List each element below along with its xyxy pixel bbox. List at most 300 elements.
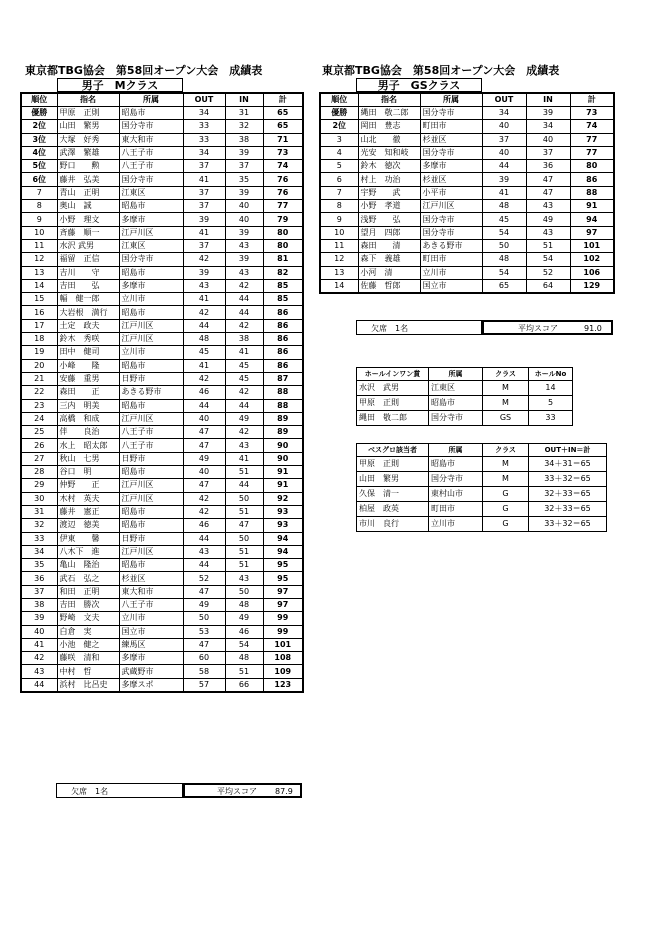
bg-row	[357, 457, 607, 472]
left-in: 50	[225, 585, 263, 598]
left-name: 水上 昭太郎	[57, 439, 119, 452]
left-rank: 7	[21, 186, 57, 199]
left-in: 45	[225, 372, 263, 385]
left-out: 41	[183, 359, 225, 372]
right-row	[320, 213, 614, 226]
left-rank: 14	[21, 279, 57, 292]
right-name: 森田 清	[358, 239, 420, 252]
hio-hole: 33	[529, 411, 573, 426]
right-row	[320, 120, 614, 133]
left-affiliation: 江戸川区	[119, 412, 183, 425]
right-rank: 3	[320, 133, 358, 146]
right-in: 49	[526, 213, 570, 226]
bg-affiliation: 東村山市	[429, 487, 483, 502]
right-total: 129	[570, 279, 614, 293]
left-in: 49	[225, 612, 263, 625]
hio-header-hole: ホールNo	[529, 368, 573, 381]
left-affiliation: 日野市	[119, 452, 183, 465]
right-total: 88	[570, 186, 614, 199]
left-name: 安藤 重男	[57, 372, 119, 385]
left-affiliation: 昭島市	[119, 306, 183, 319]
right-total: 77	[570, 146, 614, 159]
left-rank: 6位	[21, 173, 57, 186]
left-name: 八木下 進	[57, 545, 119, 558]
left-name: 斉藤 順一	[57, 226, 119, 239]
left-affiliation: 立川市	[119, 293, 183, 306]
left-name: 大岩根 満行	[57, 306, 119, 319]
left-in: 47	[225, 519, 263, 532]
left-rank: 27	[21, 452, 57, 465]
left-name: 青山 正明	[57, 186, 119, 199]
left-in: 32	[225, 120, 263, 133]
left-total: 76	[263, 173, 303, 186]
left-rank: 39	[21, 612, 57, 625]
left-name: 武石 弘之	[57, 572, 119, 585]
left-name: 小池 健之	[57, 638, 119, 651]
right-row	[320, 200, 614, 213]
right-out: 41	[482, 186, 526, 199]
left-rank: 41	[21, 638, 57, 651]
right-in: 40	[526, 133, 570, 146]
left-header-rank: 順位	[21, 93, 57, 107]
left-rank: 26	[21, 439, 57, 452]
left-out: 43	[183, 545, 225, 558]
left-affiliation: 江戸川区	[119, 492, 183, 505]
left-rank: 35	[21, 559, 57, 572]
left-affiliation: 国立市	[119, 625, 183, 638]
left-title: 東京都TBG協会 第58回オープン大会 成績表	[25, 64, 263, 77]
left-name: 木村 英夫	[57, 492, 119, 505]
left-row	[21, 346, 303, 359]
left-in: 48	[225, 652, 263, 665]
best-gross-table	[356, 443, 607, 532]
hio-hole: 5	[529, 396, 573, 411]
left-row	[21, 598, 303, 611]
left-out: 57	[183, 678, 225, 692]
left-total: 86	[263, 333, 303, 346]
left-rank: 31	[21, 505, 57, 518]
right-total: 97	[570, 226, 614, 239]
right-out: 34	[482, 107, 526, 120]
left-total: 88	[263, 386, 303, 399]
left-name: 吉川 守	[57, 266, 119, 279]
right-title: 東京都TBG協会 第58回オープン大会 成績表	[322, 64, 560, 77]
hio-affiliation: 昭島市	[429, 396, 483, 411]
left-affiliation: 多摩スポ	[119, 678, 183, 692]
left-total: 86	[263, 346, 303, 359]
left-total: 85	[263, 293, 303, 306]
left-in: 43	[225, 572, 263, 585]
left-total: 86	[263, 319, 303, 332]
left-absent-box	[56, 783, 183, 798]
left-total: 97	[263, 585, 303, 598]
right-results-table	[319, 92, 615, 294]
left-affiliation: あきる野市	[119, 386, 183, 399]
left-class-label: 男子 Mクラス	[57, 78, 183, 92]
left-row	[21, 293, 303, 306]
left-name: 伊東 馨	[57, 532, 119, 545]
left-out: 39	[183, 213, 225, 226]
left-total: 80	[263, 226, 303, 239]
left-in: 44	[225, 306, 263, 319]
left-out: 52	[183, 572, 225, 585]
right-average-box	[482, 320, 613, 335]
left-row	[21, 505, 303, 518]
right-rank: 9	[320, 213, 358, 226]
left-name: 田中 健司	[57, 346, 119, 359]
left-rank: 22	[21, 386, 57, 399]
right-in: 52	[526, 266, 570, 279]
left-header-affiliation: 所属	[119, 93, 183, 107]
left-affiliation: 日野市	[119, 372, 183, 385]
left-total: 81	[263, 253, 303, 266]
left-name: 浜村 比呂史	[57, 678, 119, 692]
left-row	[21, 120, 303, 133]
left-absent: 欠席 1名	[71, 787, 109, 796]
left-rank: 12	[21, 253, 57, 266]
left-out: 40	[183, 466, 225, 479]
left-total: 79	[263, 213, 303, 226]
left-row	[21, 585, 303, 598]
left-in: 39	[225, 186, 263, 199]
left-in: 42	[225, 386, 263, 399]
left-in: 37	[225, 160, 263, 173]
left-total: 99	[263, 625, 303, 638]
left-row	[21, 638, 303, 651]
left-out: 50	[183, 612, 225, 625]
left-in: 44	[225, 479, 263, 492]
right-in: 43	[526, 200, 570, 213]
right-name: 縄田 敬二郎	[358, 107, 420, 120]
left-out: 34	[183, 146, 225, 159]
hio-header-affiliation: 所属	[429, 368, 483, 381]
left-out: 48	[183, 333, 225, 346]
left-row	[21, 678, 303, 692]
left-row	[21, 133, 303, 146]
left-rank: 24	[21, 412, 57, 425]
left-total: 88	[263, 399, 303, 412]
right-total: 77	[570, 133, 614, 146]
left-total: 91	[263, 466, 303, 479]
left-affiliation: 昭島市	[119, 200, 183, 213]
right-row	[320, 239, 614, 252]
left-in: 50	[225, 492, 263, 505]
left-in: 50	[225, 532, 263, 545]
left-out: 44	[183, 399, 225, 412]
left-rank: 33	[21, 532, 57, 545]
left-name: 小峰 隆	[57, 359, 119, 372]
right-out: 48	[482, 253, 526, 266]
left-affiliation: 練馬区	[119, 638, 183, 651]
left-rank: 優勝	[21, 107, 57, 120]
left-rank: 2位	[21, 120, 57, 133]
left-affiliation: 江戸川区	[119, 333, 183, 346]
left-in: 40	[225, 200, 263, 213]
left-affiliation: 八王子市	[119, 160, 183, 173]
left-rank: 25	[21, 426, 57, 439]
left-total: 71	[263, 133, 303, 146]
left-row	[21, 253, 303, 266]
left-total: 94	[263, 545, 303, 558]
right-affiliation: 町田市	[420, 253, 482, 266]
left-rank: 32	[21, 519, 57, 532]
left-row	[21, 559, 303, 572]
left-name: 幅 健一郎	[57, 293, 119, 306]
left-affiliation: 昭島市	[119, 107, 183, 120]
left-out: 46	[183, 519, 225, 532]
left-out: 42	[183, 492, 225, 505]
left-affiliation: 八王子市	[119, 146, 183, 159]
bg-score: 32＋33＝65	[529, 487, 607, 502]
left-name: 秋山 七男	[57, 452, 119, 465]
bg-class: G	[483, 487, 529, 502]
right-row	[320, 279, 614, 293]
bg-score: 33＋32＝65	[529, 472, 607, 487]
left-name: 三内 明美	[57, 399, 119, 412]
bg-name: 山田 繁男	[357, 472, 429, 487]
left-row	[21, 306, 303, 319]
left-row	[21, 399, 303, 412]
left-out: 40	[183, 412, 225, 425]
left-rank: 11	[21, 239, 57, 252]
hio-hole: 14	[529, 381, 573, 396]
left-row	[21, 372, 303, 385]
left-name: 山田 繁男	[57, 120, 119, 133]
left-rank: 15	[21, 293, 57, 306]
right-in: 39	[526, 107, 570, 120]
left-rank: 38	[21, 598, 57, 611]
left-in: 51	[225, 665, 263, 678]
left-row	[21, 625, 303, 638]
bg-header-class: クラス	[483, 444, 529, 457]
left-row	[21, 412, 303, 425]
left-name: 中村 哲	[57, 665, 119, 678]
left-out: 49	[183, 598, 225, 611]
hio-row	[357, 381, 573, 396]
right-total: 102	[570, 253, 614, 266]
left-out: 39	[183, 266, 225, 279]
right-affiliation: 町田市	[420, 120, 482, 133]
left-name: 鈴木 秀咲	[57, 333, 119, 346]
left-in: 40	[225, 213, 263, 226]
left-row	[21, 239, 303, 252]
left-out: 37	[183, 186, 225, 199]
left-header-total: 計	[263, 93, 303, 107]
right-name: 浅野 弘	[358, 213, 420, 226]
left-in: 43	[225, 439, 263, 452]
right-rank: 14	[320, 279, 358, 293]
right-rank: 10	[320, 226, 358, 239]
left-total: 90	[263, 452, 303, 465]
right-affiliation: 国分寺市	[420, 146, 482, 159]
left-rank: 16	[21, 306, 57, 319]
left-in: 42	[225, 319, 263, 332]
left-out: 42	[183, 253, 225, 266]
left-out: 49	[183, 452, 225, 465]
right-total: 106	[570, 266, 614, 279]
left-out: 47	[183, 426, 225, 439]
left-in: 35	[225, 173, 263, 186]
left-total: 109	[263, 665, 303, 678]
left-total: 77	[263, 200, 303, 213]
right-name: 宇野 武	[358, 186, 420, 199]
left-affiliation: 国分寺市	[119, 253, 183, 266]
left-header-in: IN	[225, 93, 263, 107]
left-name: 大塚 好秀	[57, 133, 119, 146]
left-name: 武澤 繁雄	[57, 146, 119, 159]
right-name: 鈴木 徳次	[358, 160, 420, 173]
right-name: 小野 孝道	[358, 200, 420, 213]
right-total: 74	[570, 120, 614, 133]
left-total: 85	[263, 279, 303, 292]
hio-class: GS	[483, 411, 529, 426]
left-out: 37	[183, 239, 225, 252]
bg-name: 市川 良行	[357, 517, 429, 532]
left-affiliation: 昭島市	[119, 359, 183, 372]
left-in: 54	[225, 638, 263, 651]
left-row	[21, 612, 303, 625]
right-row	[320, 133, 614, 146]
hole-in-one-table	[356, 367, 573, 426]
right-affiliation: 小平市	[420, 186, 482, 199]
bg-name: 柏屋 政英	[357, 502, 429, 517]
right-name: 山北 徹	[358, 133, 420, 146]
bg-row	[357, 502, 607, 517]
left-rank: 36	[21, 572, 57, 585]
bg-affiliation: 立川市	[429, 517, 483, 532]
left-total: 93	[263, 519, 303, 532]
left-row	[21, 492, 303, 505]
left-name: 谷口 明	[57, 466, 119, 479]
right-rank: 4	[320, 146, 358, 159]
left-row	[21, 160, 303, 173]
left-in: 43	[225, 266, 263, 279]
bg-header-score: OUT＋IN＝計	[529, 444, 607, 457]
right-header-rank: 順位	[320, 93, 358, 107]
left-name: 仲野 正	[57, 479, 119, 492]
left-in: 51	[225, 559, 263, 572]
left-name: 福留 正信	[57, 253, 119, 266]
left-affiliation: 立川市	[119, 346, 183, 359]
left-results-table	[20, 92, 304, 693]
left-in: 39	[225, 146, 263, 159]
left-affiliation: 国分寺市	[119, 120, 183, 133]
left-out: 41	[183, 226, 225, 239]
left-in: 66	[225, 678, 263, 692]
right-rank: 優勝	[320, 107, 358, 120]
bg-header-name: ベスグロ該当者	[357, 444, 429, 457]
left-out: 42	[183, 306, 225, 319]
right-out: 39	[482, 173, 526, 186]
left-in: 38	[225, 133, 263, 146]
bg-class: G	[483, 502, 529, 517]
left-out: 47	[183, 585, 225, 598]
left-out: 42	[183, 505, 225, 518]
right-in: 47	[526, 186, 570, 199]
left-affiliation: 昭島市	[119, 466, 183, 479]
left-rank: 44	[21, 678, 57, 692]
right-affiliation: 国分寺市	[420, 107, 482, 120]
left-total: 99	[263, 612, 303, 625]
right-out: 65	[482, 279, 526, 293]
right-row	[320, 253, 614, 266]
right-name: 佐藤 哲郎	[358, 279, 420, 293]
left-total: 87	[263, 372, 303, 385]
left-in: 49	[225, 412, 263, 425]
right-class-label: 男子 GSクラス	[356, 78, 482, 92]
left-in: 42	[225, 279, 263, 292]
right-rank: 6	[320, 173, 358, 186]
left-total: 65	[263, 107, 303, 120]
right-row	[320, 160, 614, 173]
right-affiliation: 杉並区	[420, 173, 482, 186]
left-rank: 3位	[21, 133, 57, 146]
left-row	[21, 439, 303, 452]
left-row	[21, 279, 303, 292]
left-out: 41	[183, 173, 225, 186]
right-out: 40	[482, 120, 526, 133]
right-header-in: IN	[526, 93, 570, 107]
right-total: 80	[570, 160, 614, 173]
left-total: 90	[263, 439, 303, 452]
left-in: 51	[225, 545, 263, 558]
left-affiliation: 昭島市	[119, 266, 183, 279]
left-name: 野口 勲	[57, 160, 119, 173]
left-header-name: 指名	[57, 93, 119, 107]
bg-affiliation: 昭島市	[429, 457, 483, 472]
bg-row	[357, 487, 607, 502]
left-name: 藤井 弘美	[57, 173, 119, 186]
left-out: 41	[183, 293, 225, 306]
left-out: 44	[183, 532, 225, 545]
left-in: 51	[225, 466, 263, 479]
left-rank: 13	[21, 266, 57, 279]
right-out: 40	[482, 146, 526, 159]
left-out: 47	[183, 439, 225, 452]
right-affiliation: 江戸川区	[420, 200, 482, 213]
right-header-total: 計	[570, 93, 614, 107]
left-affiliation: 八王子市	[119, 426, 183, 439]
right-name: 村上 功治	[358, 173, 420, 186]
right-affiliation: 多摩市	[420, 160, 482, 173]
left-row	[21, 479, 303, 492]
left-affiliation: 国分寺市	[119, 173, 183, 186]
right-name: 光安 知和岐	[358, 146, 420, 159]
hio-affiliation: 国分寺市	[429, 411, 483, 426]
left-affiliation: 江戸川区	[119, 226, 183, 239]
right-out: 48	[482, 200, 526, 213]
left-rank: 4位	[21, 146, 57, 159]
left-affiliation: 東大和市	[119, 133, 183, 146]
left-affiliation: 昭島市	[119, 399, 183, 412]
left-row	[21, 333, 303, 346]
bg-score: 33＋32＝65	[529, 517, 607, 532]
hio-row	[357, 396, 573, 411]
left-row	[21, 319, 303, 332]
left-average-box	[183, 783, 302, 798]
left-in: 44	[225, 399, 263, 412]
left-row	[21, 266, 303, 279]
left-name: 白倉 実	[57, 625, 119, 638]
right-in: 51	[526, 239, 570, 252]
left-rank: 19	[21, 346, 57, 359]
left-total: 95	[263, 572, 303, 585]
right-total: 73	[570, 107, 614, 120]
left-in: 42	[225, 426, 263, 439]
bg-name: 久保 清一	[357, 487, 429, 502]
left-affiliation: 江戸川区	[119, 479, 183, 492]
left-affiliation: 江東区	[119, 186, 183, 199]
